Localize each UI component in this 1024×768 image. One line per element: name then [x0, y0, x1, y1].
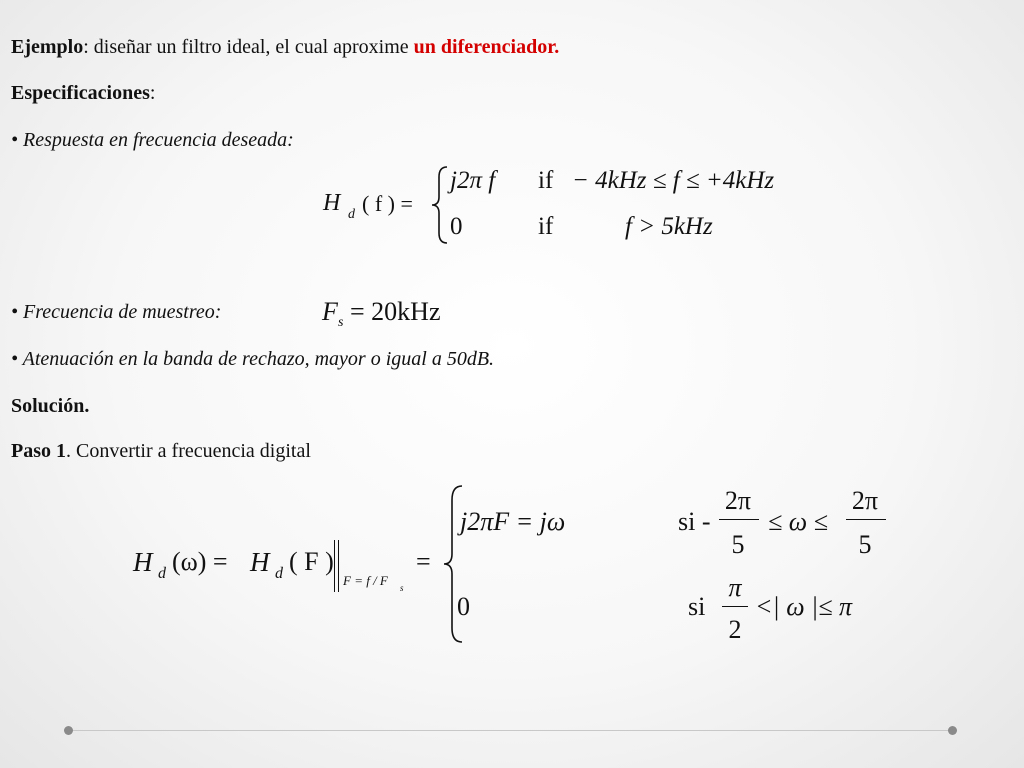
eq1-row1-cond: − 4kHz ≤ f ≤ +4kHz [572, 167, 775, 194]
eq3-row2-den: 2 [728, 615, 742, 644]
eq3-eval-sub-s: s [400, 583, 404, 593]
eq3-row1-fracbar2 [846, 519, 886, 520]
eq3-row1-num2: 2π [851, 486, 879, 515]
ejemplo-highlight: un diferenciador. [413, 36, 560, 58]
eq3-row1-mid: ≤ ω ≤ [768, 507, 828, 536]
eq3-equals: = [416, 547, 431, 576]
eq1-row1-expr: j2π f [450, 167, 496, 194]
eq3-row1-expr: j2πF = jω [460, 507, 566, 536]
eq3-row1-den1: 5 [731, 530, 745, 559]
eq2-F: F [322, 297, 338, 326]
ejemplo-text: : diseñar un filtro ideal, el cual aproxime [83, 36, 414, 58]
ejemplo-line [11, 36, 559, 59]
ejemplo-label: Ejemplo [11, 36, 84, 58]
eq2-sub: s [338, 315, 344, 330]
especificaciones-line [11, 82, 155, 105]
eq3-row1-num1: 2π [724, 486, 752, 515]
eq1-brace [430, 165, 450, 245]
bullet-respuesta: • Respuesta en frecuencia deseada: [11, 129, 294, 151]
eq3-eval-sub: F = f / F [343, 573, 388, 588]
footer-dot-right [948, 726, 957, 735]
eq3-row1-si: si - [678, 507, 711, 536]
eq3-H2: H [250, 547, 270, 577]
eq1-row2-cond: f > 5kHz [625, 213, 713, 240]
eq3-H1-sub: d [158, 565, 166, 582]
eq3-H1: H [133, 547, 153, 577]
eq1-row1-if: if [538, 167, 554, 194]
eq1-row2-expr: 0 [450, 213, 463, 240]
footer-divider [69, 730, 953, 731]
footer-dot-left [64, 726, 73, 735]
eq1-arg: ( f ) = [362, 191, 413, 216]
eq3-eval-bar-1 [334, 540, 335, 592]
paso-label: Paso 1 [11, 440, 66, 462]
eq1-H: H [323, 190, 341, 216]
paso-text: . Convertir a frecuencia digital [66, 440, 311, 462]
eq3-row2-si: si [688, 592, 706, 621]
bullet-atenuacion: • Atenuación en la banda de rechazo, mayor o igual a 50dB. [11, 348, 495, 370]
eq3-row2-rest: <| ω |≤ π [755, 592, 852, 621]
eq1-row2-if: if [538, 213, 554, 240]
paso-line [11, 440, 311, 463]
especificaciones-label: Especificaciones [11, 82, 150, 104]
eq2-rhs: = 20kHz [350, 297, 441, 326]
eq3-H2-sub: d [275, 565, 283, 582]
eq3-row1-fracbar1 [719, 519, 759, 520]
bullet-frecuencia: • Frecuencia de muestreo: [11, 301, 222, 323]
eq3-row2-num: π [728, 573, 742, 602]
eq3-F-arg: ( F ) [289, 547, 334, 576]
eq3-eval-bar-2 [338, 540, 339, 592]
eq3-row2-expr: 0 [457, 592, 470, 621]
eq3-row2-fracbar [722, 606, 748, 607]
eq3-row1-den2: 5 [858, 530, 872, 559]
especificaciones-colon: : [149, 82, 156, 104]
solucion-title: Solución. [11, 395, 90, 417]
eq3-omega-arg: (ω) = [172, 547, 228, 576]
eq1-sub: d [348, 207, 355, 222]
